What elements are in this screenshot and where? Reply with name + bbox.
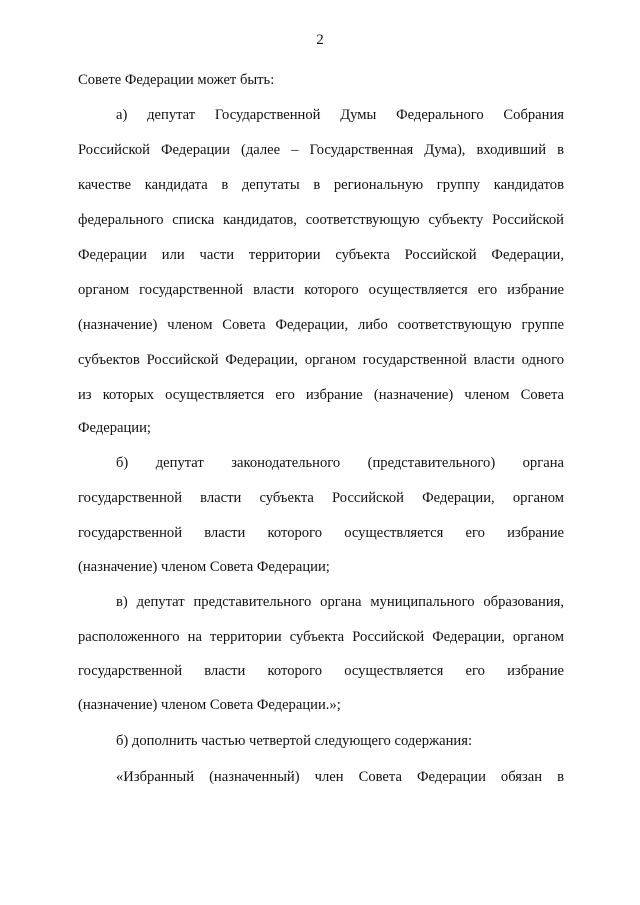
text-line: а) депутат Государственной Думы Федерального Собрания — [116, 107, 564, 123]
text-line: качестве кандидата в депутаты в региональную группу кандидатов — [78, 177, 564, 193]
text-line: Федерации; — [78, 420, 151, 436]
text-line: (назначение) членом Совета Федерации.»; — [78, 697, 341, 713]
text-line: б) депутат законодательного (представительного) органа — [116, 455, 564, 471]
text-line: расположенного на территории субъекта Российской Федерации, органом — [78, 629, 564, 645]
page-number: 2 — [316, 32, 324, 48]
text-line: из которых осуществляется его избрание (назначение) членом Совета — [78, 387, 564, 403]
text-line: (назначение) членом Совета Федерации, либо соответствующую группе — [78, 317, 564, 333]
text-line: б) дополнить частью четвертой следующего содержания: — [116, 733, 473, 749]
text-line: Совете Федерации может быть: — [78, 72, 275, 88]
text-line: государственной власти субъекта Российской Федерации, органом — [78, 490, 564, 506]
text-line: органом государственной власти которого осуществляется его избрание — [78, 282, 564, 298]
text-line: «Избранный (назначенный) член Совета Федерации обязан в — [116, 769, 564, 785]
text-line: государственной власти которого осуществляется его избрание — [78, 525, 564, 541]
text-line: Российской Федерации (далее – Государственная Дума), входивший в — [78, 142, 564, 158]
text-line: (назначение) членом Совета Федерации; — [78, 559, 330, 575]
text-line: субъектов Российской Федерации, органом государственной власти одного — [78, 352, 564, 368]
text-line: в) депутат представительного органа муниципального образования, — [116, 594, 564, 610]
text-line: государственной власти которого осуществляется его избрание — [78, 663, 564, 679]
text-line: Федерации или части территории субъекта Российской Федерации, — [78, 247, 564, 263]
text-line: федерального списка кандидатов, соответствующую субъекту Российской — [78, 212, 564, 228]
